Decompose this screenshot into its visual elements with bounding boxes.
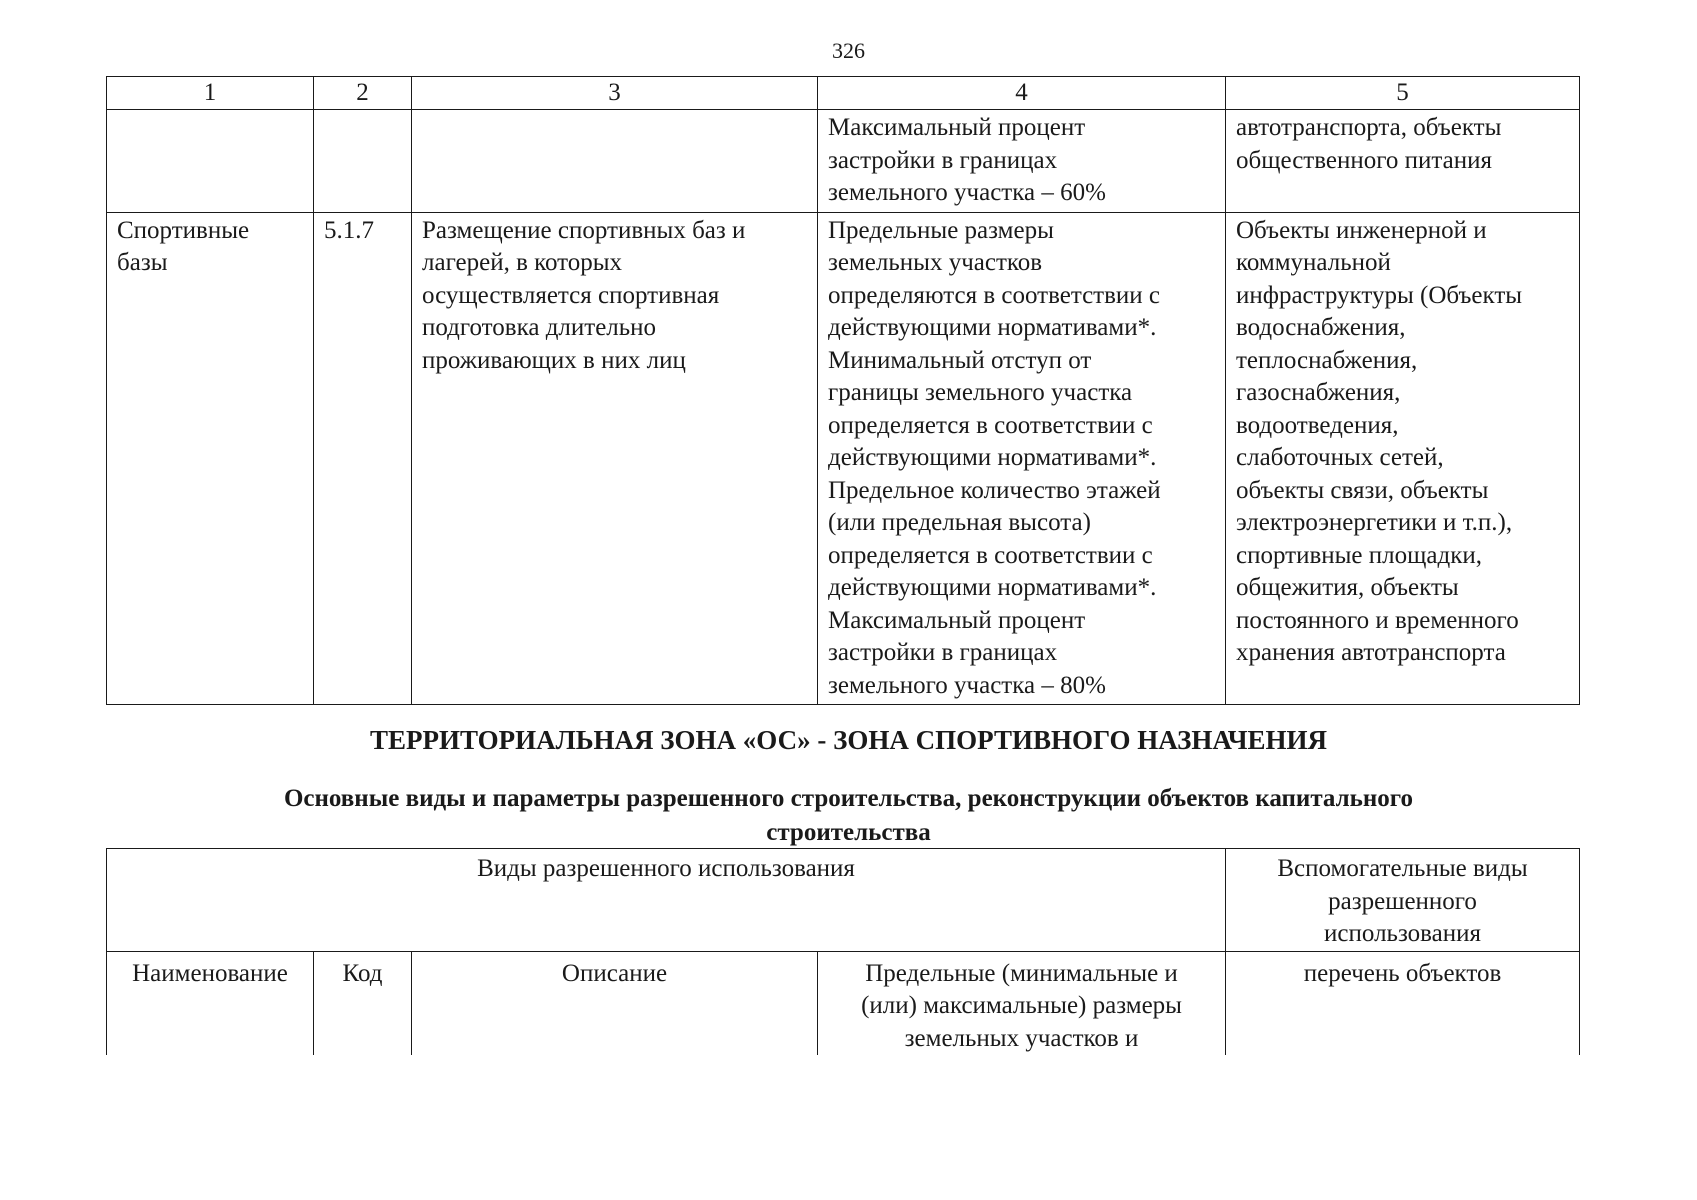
parameters-cell: Предельные размеры земельных участков определяются в соответствии с действующими нормативами*. Минимальный отступ от границы земельного участка определяется в соответствии с действующими нормативами*. Предельное количество этажей (или предельная высота) определяется в соответствии с действующими нормативами*. Максимальный процент застройки в границах земельного участка – 80%	[818, 212, 1226, 705]
auxiliary-cell: Объекты инженерной и коммунальной инфраструктуры (Объекты водоснабжения, теплоснабжения, газоснабжения, водоотведения, слаботочных сетей, объекты связи, объекты электроэнергетики и т.п.), спортивные площадки, общежития, объекты постоянного и временного хранения автотранспорта	[1226, 212, 1580, 705]
use-description-cell: Размещение спортивных баз и лагерей, в которых осуществляется спортивная подготовка длительно проживающих в них лиц	[412, 212, 818, 705]
column-header-description: Описание	[412, 951, 818, 1055]
column-header-objects: перечень объектов	[1226, 951, 1580, 1055]
zone-title: ТЕРРИТОРИАЛЬНАЯ ЗОНА «ОС» - ЗОНА СПОРТИВНОГО НАЗНАЧЕНИЯ	[369, 725, 1328, 755]
table-row-continuation	[107, 110, 1580, 213]
empty-cell	[412, 110, 818, 213]
column-header-code: Код	[314, 951, 412, 1055]
regulations-table-continued	[106, 76, 1580, 705]
section-title: Основные виды и параметры разрешенного строительства, реконструкции объектов капитального строительства	[283, 785, 1414, 846]
table-column-header-row	[107, 951, 1580, 1055]
table-row-sports-bases	[107, 212, 1580, 705]
empty-cell	[314, 110, 412, 213]
column-number-4: 4	[818, 77, 1226, 110]
column-number-1: 1	[107, 77, 314, 110]
use-code-cell: 5.1.7	[314, 212, 412, 705]
empty-cell	[107, 110, 314, 213]
column-number-2: 2	[314, 77, 412, 110]
parameters-cell: Максимальный процент застройки в границах земельного участка – 60%	[818, 110, 1226, 213]
column-number-row	[107, 77, 1580, 110]
use-name-cell: Спортивные базы	[107, 212, 314, 705]
auxiliary-use-header: Вспомогательные виды разрешенного использования	[1226, 849, 1580, 952]
zone-regulations-table	[106, 848, 1580, 1055]
page-number: 326	[832, 38, 865, 63]
column-number-3: 3	[412, 77, 818, 110]
column-header-name: Наименование	[107, 951, 314, 1055]
table-group-header-row	[107, 849, 1580, 952]
column-number-5: 5	[1226, 77, 1580, 110]
permitted-use-group-header: Виды разрешенного использования	[107, 849, 1226, 952]
column-header-parameters: Предельные (минимальные и (или) максимальные) размеры земельных участков и	[818, 951, 1226, 1055]
auxiliary-cell: автотранспорта, объекты общественного питания	[1226, 110, 1580, 213]
